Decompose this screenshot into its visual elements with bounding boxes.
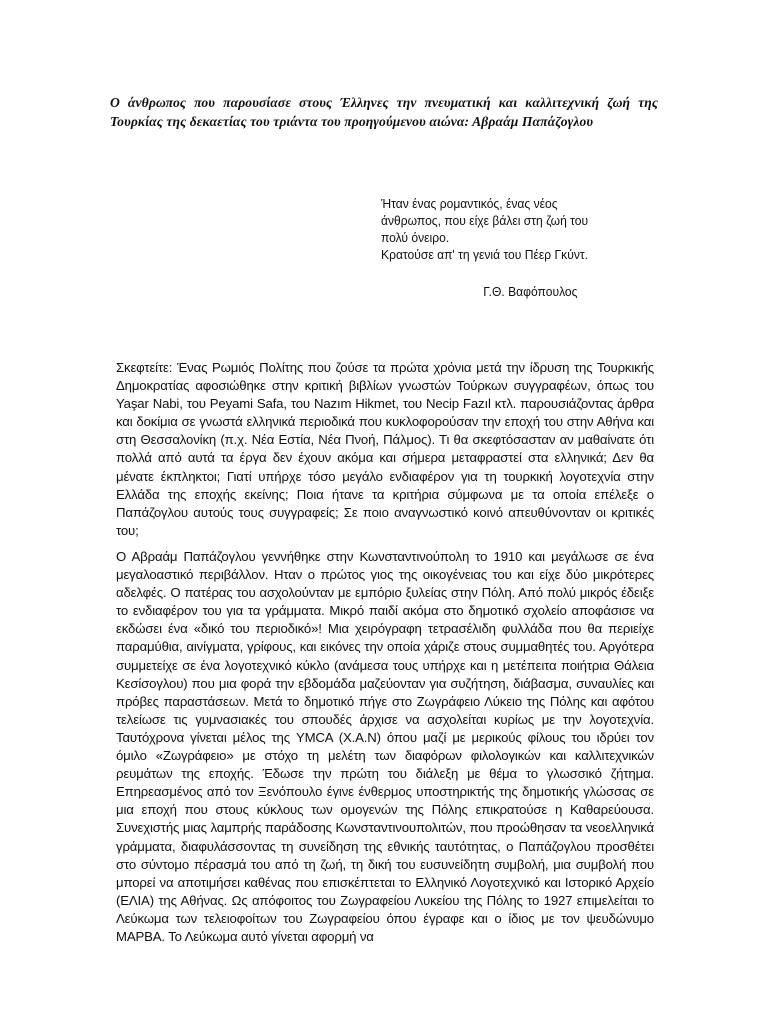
epigraph-line: άνθρωπος, που είχε βάλει στη ζωή του (381, 213, 589, 228)
epigraph-author: Γ.Θ. Βαφόπουλος (483, 284, 578, 299)
paragraph: Σκεφτείτε: Ένας Ρωμιός Πολίτης που ζούσε τα πρώτα χρόνια μετά την ίδρυση της Τουρκικής Δημοκρατίας αφοσιώθηκε στην κριτική βιβλίων γνωστών Τούρκων συγγραφέων, όπως του Yaşar Nabi, του Peyami Safa, του Nazım Hikmet, του Necip Fazıl κτλ. παρουσιάζοντας άρθρα και δοκίμια σε γνωστά ελληνικά περιοδικά που κυκλοφορούσαν την εποχή του στην Αθήνα και στη Θεσσαλονίκη (π.χ. Νέα Εστία, Νέα Πνοή, Πάλμος). Τι θα σκεφτόσασταν αν μαθαίνατε ότι πολλά από αυτά τα έργα δεν έχουν ακόμα και σήμερα μεταφραστεί στα ελληνικά; Δεν θα μένατε έκπληκτοι; Γιατί υπήρχε τόσο μεγάλο ενδιαφέρον για τη τουρκική λογοτεχνία στην Ελλάδα της εποχής εκείνης; Ποια ήτανε τα κριτήρια σύμφωνα με τα οποία επέλεξε ο Παπάζογλου αυτούς τους συγγραφείς; Σε ποιο αναγνωστικό κοινό απευθύνονταν οι κριτικές του; (116, 360, 654, 538)
body-paragraph-2 (116, 548, 654, 946)
epigraph-line: Κρατούσε απ' τη γενιά του Πέερ Γκύντ. (381, 247, 588, 262)
paragraph: Ο Αβραάμ Παπάζογλου γεννήθηκε στην Κωνσταντινούπολη το 1910 και μεγάλωσε σε ένα μεγαλοαστικό περιβάλλον. Ηταν ο πρώτος γιος της οικογένειας του και είχε δύο μικρότερες αδελφές. Ο πατέρας του ασχολούνταν με εμπόριο ξυλείας στην Πόλη. Από πολύ μικρός έδειξε το ενδιαφέρον του για τα γράμματα. Μικρό παιδί ακόμα στο δημοτικό σχολείο αποφάσισε να εκδώσει ένα «δικό του περιοδικό»! Μια χειρόγραφη τετρασέλιδη φυλλάδα που θα περιείχε παραμύθια, αινίγματα, γρίφους, και εικόνες την οποία χάριζε στους συμμαθητές του. Αργότερα συμμετείχε σε ένα λογοτεχνικό κύκλο (ανάμεσα τους υπήρχε και η μετέπειτα ποιήτρια Θάλεια Κεσίσογλου) που μια φορά την εβδομάδα μαζεύονταν για συζήτηση, διάβασμα, συναυλίες και πρόβες παραστάσεων. Μετά το δημοτικό πήγε στο Ζωγράφειο Λύκειο της Πόλης και αφότου τελείωσε τις γυμνασιακές του σπουδές άρχισε να ασχολείται κυρίως με την λογοτεχνία. Ταυτόχρονα γίνεται μέλος της YMCA (Χ.Α.Ν) όπου μαζί με μερικούς φίλους του ιδρύει τον όμιλο «Ζωγράφειο» με στόχο τη μελέτη των διαφόρων φιλολογικών και καλλιτεχνικών ρευμάτων της εποχής. Έδωσε την πρώτη του διάλεξη με θέμα το γλωσσικό ζήτημα. Επηρεασμένος από τον Ξενόπουλο έγινε ένθερμος υποστηρικτής της δημοτικής γλώσσας σε μια εποχή που στους κύκλους των ομογενών της Πόλης επικρατούσε η Καθαρεύουσα. Συνεχιστής μιας λαμπρής παράδοσης Κωνσταντινουπολιτών, που προώθησαν τα νεοελληνικά γράμματα, διαφυλάσσοντας τη συνείδηση της εθνικής ταυτότητας, ο Παπάζογλου προσθέτει στο σύντομο πέρασμά του από τη ζωή, τη δική του ευσυνείδητη συμβολή, μια συμβολή που μπορεί να αποτιμήσει καθένας που επισκέπτεται το Ελληνικό Λογοτεχνικό και Ιστορικό Αρχείο (ΕΛΙΑ) της Αθήνας. Ως απόφοιτος του Ζωγραφείου Λυκείου της Πόλης το 1927 επιμελείται το Λεύκωμα των τελειοφοίτων του Ζωγραφείου όπου έγραφε και ο ίδιος με τον ψευδώνυμο ΜΑΡΒΑ. Το Λεύκωμα αυτό γίνεται αφορμή να (116, 549, 654, 944)
epigraph-line: Ήταν ένας ρομαντικός, ένας νέος (381, 196, 558, 211)
epigraph-line: πολύ όνειρο. (381, 230, 450, 245)
document-title: Ο άνθρωπος που παρουσίασε στους Έλληνες την πνευματική και καλλιτεχνική ζωή της Τουρκίας της δεκαετίας του τριάντα του προηγούμενου αιώνα: Αβραάμ Παπάζογλου (110, 95, 658, 129)
epigraph (381, 195, 641, 300)
body-paragraph-1 (116, 359, 654, 540)
